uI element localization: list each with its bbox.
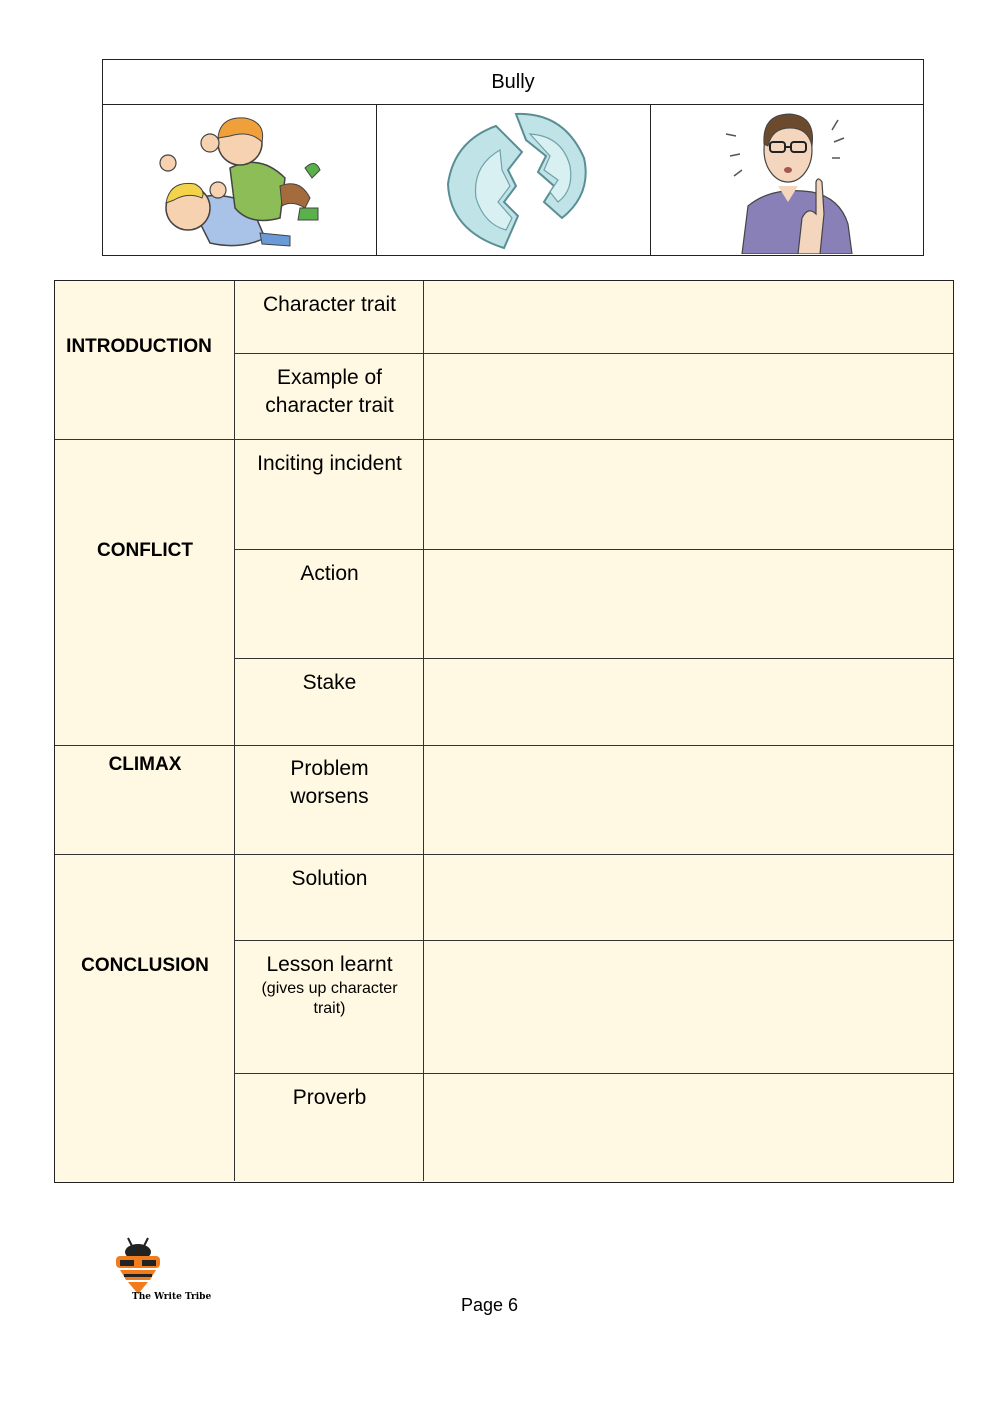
row-label-proverb: Proverb bbox=[292, 1086, 367, 1109]
page-number: Page 6 bbox=[461, 1295, 519, 1315]
write-tribe-logo bbox=[110, 1236, 220, 1312]
logo-text: The Write Tribe bbox=[132, 1292, 212, 1302]
row-label-inciting-incident: Inciting incident bbox=[257, 452, 402, 475]
row-label-lesson-learnt bbox=[235, 951, 424, 1019]
row-label-action: Action bbox=[300, 562, 359, 585]
bully-image-table bbox=[102, 59, 924, 256]
section-conclusion: CONCLUSION bbox=[81, 955, 209, 976]
section-climax: CLIMAX bbox=[108, 754, 182, 775]
row-label-solution: Solution bbox=[291, 867, 368, 890]
lesson-learnt-sublabel: (gives up character trait) bbox=[261, 980, 398, 1017]
row-label-stake: Stake bbox=[302, 671, 357, 694]
row-label-character-trait: Character trait bbox=[262, 293, 397, 316]
section-conflict: CONFLICT bbox=[96, 540, 194, 561]
bee-logo-icon bbox=[110, 1236, 170, 1296]
image-cell-plate bbox=[377, 105, 651, 255]
row-label-problem-worsens: Problem worsens bbox=[290, 757, 369, 808]
image-cell-fighting bbox=[103, 105, 377, 255]
image-cell-man bbox=[651, 105, 923, 255]
man-pointing-finger-illustration bbox=[712, 106, 862, 254]
story-structure-table bbox=[54, 280, 954, 1183]
broken-plate-illustration bbox=[434, 106, 594, 254]
row-label-example-of-character-trait: Example of character trait bbox=[265, 366, 394, 417]
section-introduction: INTRODUCTION bbox=[66, 336, 212, 357]
table-title: Bully bbox=[103, 60, 923, 105]
boys-fighting-illustration bbox=[140, 108, 340, 253]
lesson-learnt-label: Lesson learnt bbox=[266, 953, 393, 976]
